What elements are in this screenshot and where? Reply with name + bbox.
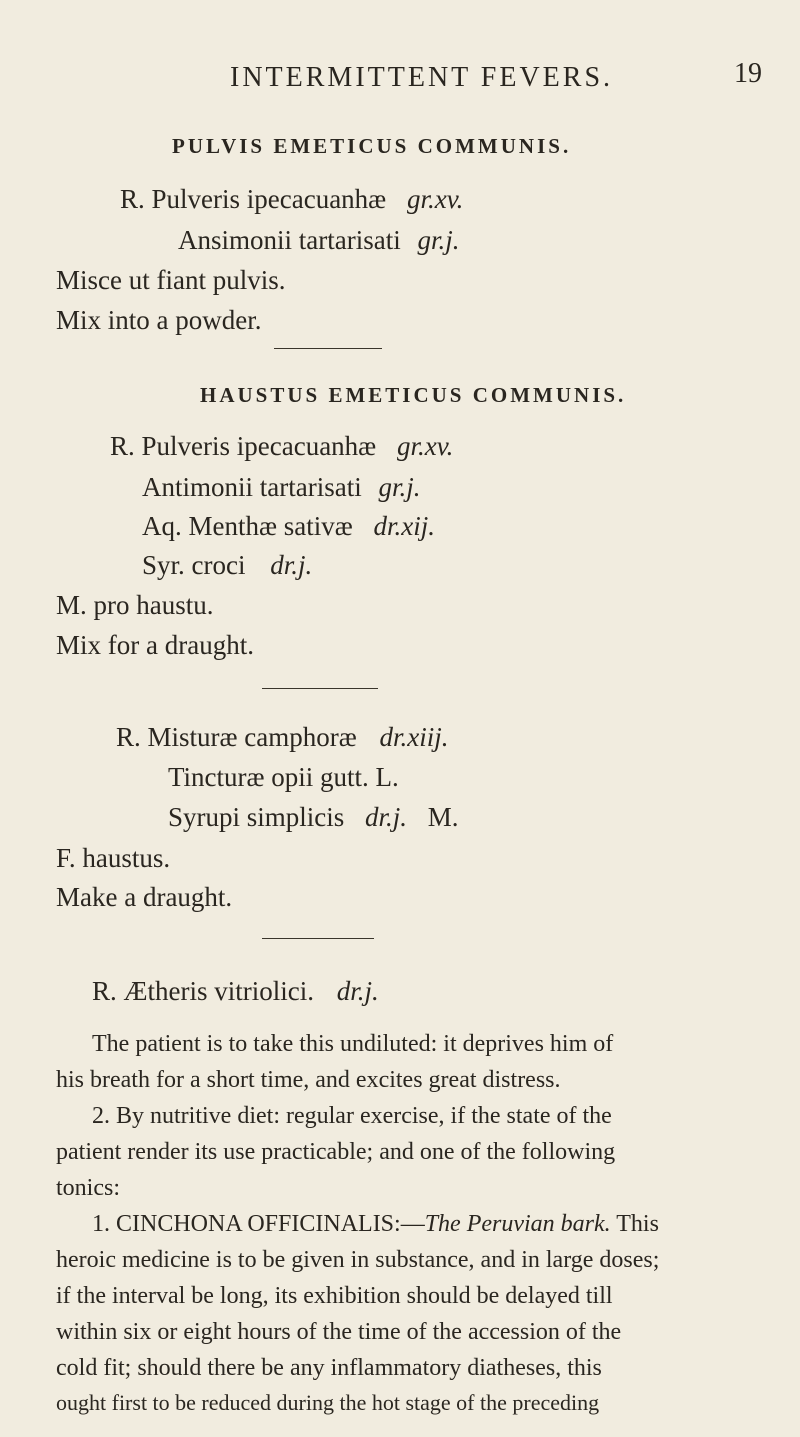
cinchona-heading: 1. CINCHONA OFFICINALIS:— — [92, 1211, 425, 1237]
pulvis-title: PULVIS EMETICUS COMMUNIS. — [172, 134, 572, 158]
peruvian-bark: The Peruvian bark. — [424, 1211, 611, 1237]
haustus-line-4 — [142, 552, 312, 579]
para1-line-1: The patient is to take this undiluted: it deprives him of — [92, 1031, 614, 1057]
aether-ingredient: R. Ætheris vitriolici. — [92, 976, 314, 1006]
section-divider — [262, 938, 374, 939]
section-divider — [262, 688, 378, 689]
mistura-instruction-latin: F. haustus. — [56, 843, 171, 873]
haustus-title: HAUSTUS EMETICUS COMMUNIS. — [200, 383, 627, 407]
haustus-instruction-english: Mix for a draught. — [56, 630, 254, 660]
para2-line-2: patient render its use practicable; and one of the following — [56, 1139, 616, 1165]
para3-line-2: heroic medicine is to be given in substance, and in large doses; — [56, 1247, 660, 1273]
pulvis-line-1 — [120, 186, 463, 213]
mistura-instruction-english: Make a draught. — [56, 882, 233, 912]
pulvis-ingredient-1: R. Pulveris ipecacuanhæ — [120, 184, 387, 214]
para3-line-1-tail: This — [610, 1211, 659, 1237]
haustus-line-2 — [142, 474, 421, 501]
haustus-dose-3: dr.xij. — [373, 511, 436, 541]
pulvis-instruction-english: Mix into a powder. — [56, 305, 262, 335]
section-divider — [274, 348, 382, 349]
para1-line-2: his breath for a short time, and excites great distress. — [56, 1067, 561, 1093]
para3-line-3: if the interval be long, its exhibition should be delayed till — [56, 1283, 613, 1309]
aether-dose: dr.j. — [336, 976, 379, 1006]
aether-line — [92, 978, 379, 1005]
para2-line-3: tonics: — [56, 1175, 120, 1201]
mistura-line-1 — [116, 724, 449, 751]
page-number: 19 — [734, 58, 762, 89]
pulvis-line-2 — [178, 227, 460, 254]
pulvis-instruction-latin: Misce ut fiant pulvis. — [56, 265, 286, 295]
para3-line-6: ought first to be reduced during the hot stage of the preceding — [56, 1390, 600, 1415]
mistura-dose-1: dr.xiij. — [379, 722, 449, 752]
haustus-dose-1: gr.xv. — [396, 431, 454, 461]
haustus-instruction-latin: M. pro haustu. — [56, 590, 214, 620]
para3-line-4: within six or eight hours of the time of the accession of the — [56, 1319, 622, 1345]
mistura-ingredient-3: Syrupi simplicis — [168, 802, 345, 832]
haustus-ingredient-3: Aq. Menthæ sativæ — [142, 511, 353, 541]
para2-line-1: 2. By nutritive diet: regular exercise, if the state of the — [92, 1103, 612, 1129]
mistura-dose-3: dr.j. — [365, 802, 408, 832]
haustus-line-3 — [142, 513, 435, 540]
para3-line-5: cold fit; should there be any inflammatory diatheses, this — [56, 1355, 602, 1381]
pulvis-dose-1: gr.xv. — [406, 184, 464, 214]
haustus-line-1 — [110, 433, 453, 460]
mistura-line-2: Tincturæ opii gutt. L. — [168, 762, 399, 792]
mistura-misce: M. — [427, 802, 459, 832]
running-head: INTERMITTENT FEVERS. — [230, 62, 614, 93]
mistura-ingredient-1: R. Misturæ camphoræ — [116, 722, 357, 752]
pulvis-dose-2: gr.j. — [417, 225, 460, 255]
haustus-dose-2: gr.j. — [378, 472, 421, 502]
para3-line-1 — [92, 1212, 659, 1236]
haustus-dose-4: dr.j. — [270, 550, 313, 580]
haustus-ingredient-4: Syr. croci — [142, 550, 246, 580]
haustus-ingredient-2: Antimonii tartarisati — [142, 472, 362, 502]
mistura-line-3 — [168, 804, 459, 831]
pulvis-ingredient-2: Ansimonii tartarisati — [178, 225, 401, 255]
haustus-ingredient-1: R. Pulveris ipecacuanhæ — [110, 431, 377, 461]
